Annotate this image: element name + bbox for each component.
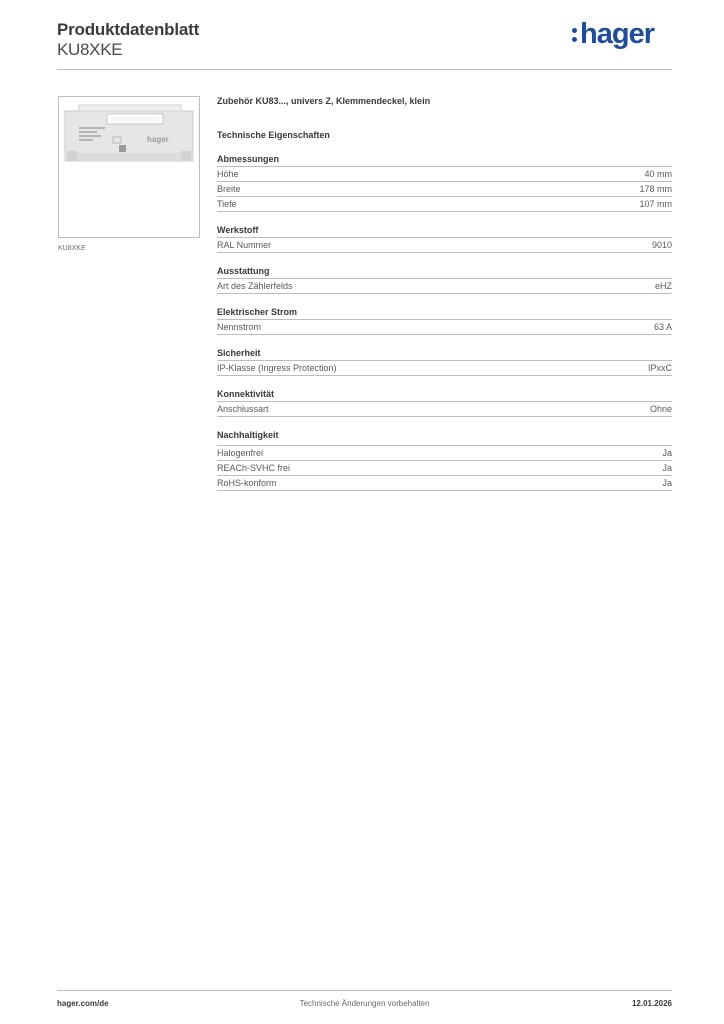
footer-date: 12.01.2026 — [631, 999, 672, 1008]
property-value: 40 mm — [644, 169, 672, 179]
group-title: Werkstoff — [217, 225, 672, 238]
property-row — [217, 402, 672, 417]
group-title: Sicherheit — [217, 348, 672, 361]
property-label: Breite — [217, 184, 241, 194]
product-description: Zubehör KU83..., univers Z, Klemmendeckel, klein — [217, 96, 431, 106]
product-details — [217, 96, 672, 491]
property-row — [217, 476, 672, 491]
group-safety — [217, 348, 672, 376]
group-electrical — [217, 307, 672, 335]
property-value: Ja — [662, 463, 672, 473]
property-row — [217, 320, 672, 335]
page-footer — [57, 990, 672, 1015]
property-label: Höhe — [217, 169, 239, 179]
property-value: eHZ — [654, 281, 672, 291]
property-row — [217, 197, 672, 212]
properties-heading: Technische Eigenschaften — [217, 130, 330, 140]
property-row — [217, 238, 672, 253]
property-value: Ja — [662, 478, 672, 488]
document-title: Produktdatenblatt — [57, 20, 200, 39]
property-row — [217, 167, 672, 182]
property-row — [217, 279, 672, 294]
property-label: REACh-SVHC frei — [217, 463, 291, 473]
property-label: RoHS-konform — [217, 478, 277, 488]
page-header — [57, 20, 672, 70]
property-row — [217, 361, 672, 376]
group-dimensions — [217, 154, 672, 212]
product-code: KU8XKE — [57, 40, 123, 59]
property-value: 178 mm — [639, 184, 672, 194]
footer-website-link[interactable]: hager.com/de — [57, 999, 109, 1008]
image-caption: KU8XKE — [58, 245, 86, 252]
group-title: Abmessungen — [217, 154, 672, 167]
group-material — [217, 225, 672, 253]
logo-text: hager — [580, 18, 654, 50]
property-row — [217, 461, 672, 476]
terminal-cover-illustration — [59, 97, 199, 237]
group-connectivity — [217, 389, 672, 417]
property-label: RAL Nummer — [217, 240, 272, 250]
property-row — [217, 446, 672, 461]
logo-dots-icon — [572, 24, 578, 45]
image-brand-mark: hager — [147, 135, 169, 144]
group-title: Konnektivität — [217, 389, 672, 402]
group-sustainability — [217, 430, 672, 491]
property-label: Anschlussart — [217, 404, 269, 414]
hager-logo — [572, 18, 654, 51]
property-value: 63 A — [653, 322, 672, 332]
product-image — [58, 96, 200, 238]
property-value: Ohne — [649, 404, 672, 414]
property-label: Halogenfrei — [217, 448, 264, 458]
property-label: Tiefe — [217, 199, 237, 209]
property-value: 107 mm — [639, 199, 672, 209]
property-row — [217, 182, 672, 197]
footer-notice: Technische Änderungen vorbehalten — [299, 999, 430, 1008]
property-value: 9010 — [651, 240, 672, 250]
property-value: Ja — [662, 448, 672, 458]
property-label: IP-Klasse (Ingress Protection) — [217, 363, 337, 373]
property-value: IPxxC — [647, 363, 672, 373]
group-title: Ausstattung — [217, 266, 672, 279]
group-equipment — [217, 266, 672, 294]
group-title: Nachhaltigkeit — [217, 430, 672, 446]
property-label: Nennstrom — [217, 322, 262, 332]
property-label: Art des Zählerfelds — [217, 281, 293, 291]
group-title: Elektrischer Strom — [217, 307, 672, 320]
